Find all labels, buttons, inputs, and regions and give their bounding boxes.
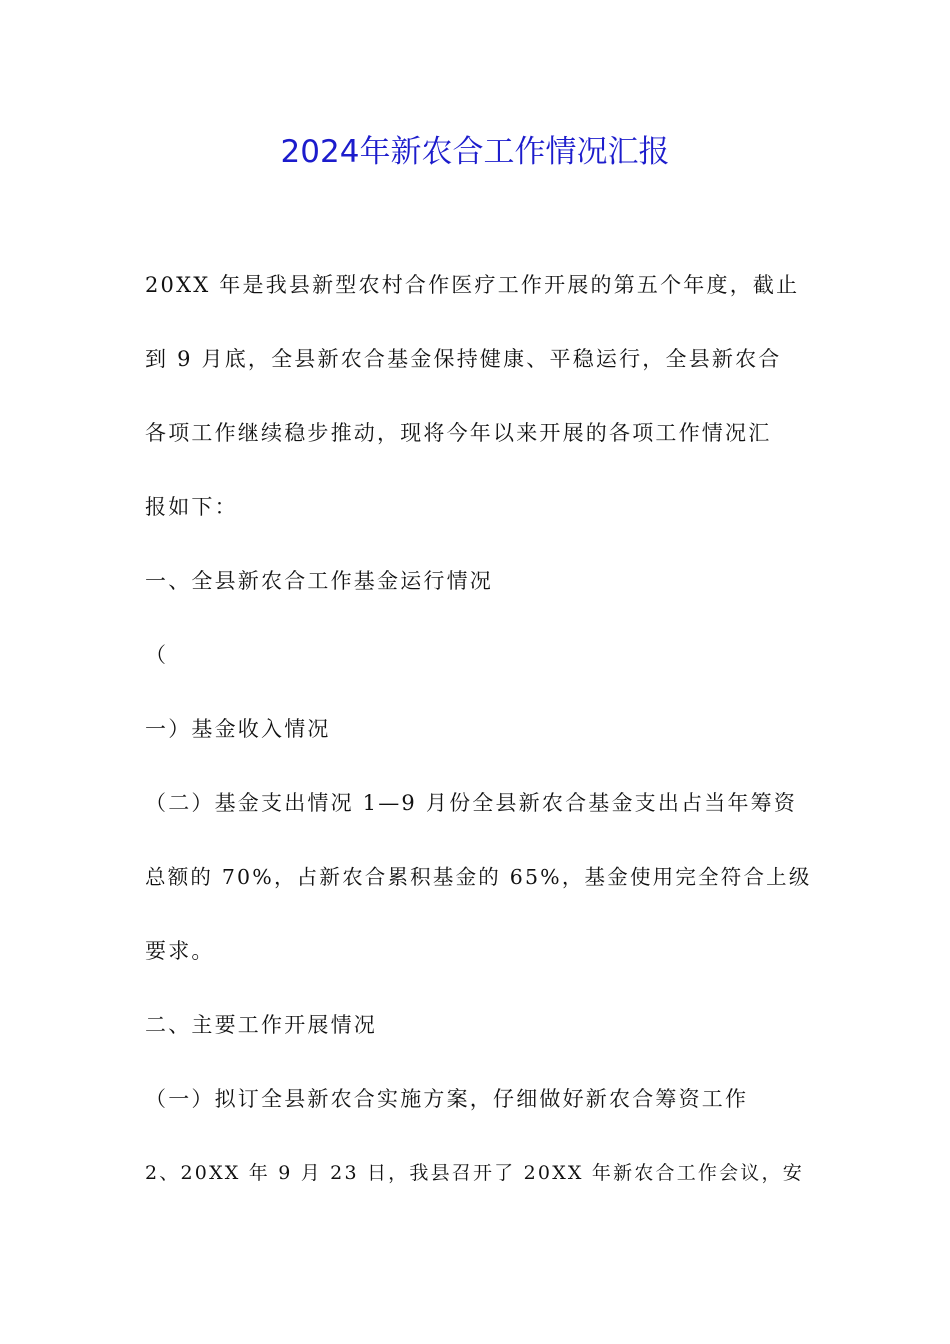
body-line-1: 20XX 年是我县新型农村合作医疗工作开展的第五个年度，截止	[145, 273, 800, 297]
section-heading-2: 二、主要工作开展情况	[145, 1013, 377, 1037]
document-body	[145, 248, 815, 1210]
document-title: 2024年新农合工作情况汇报	[280, 134, 670, 170]
body-line-10: 要求。	[145, 939, 215, 963]
body-line-3: 各项工作继续稳步推动，现将今年以来开展的各项工作情况汇	[145, 421, 772, 445]
subsection-heading-1: 一）基金收入情况	[145, 717, 331, 741]
body-line-13: 2、20XX 年 9 月 23 日，我县召开了 20XX 年新农合工作会议，安	[145, 1162, 804, 1184]
body-line-4: 报如下：	[145, 495, 238, 519]
body-line-2: 到 9 月底，全县新农合基金保持健康、平稳运行，全县新农合	[145, 347, 782, 371]
body-line-9: 总额的 70%，占新农合累积基金的 65%，基金使用完全符合上级	[145, 865, 812, 889]
subsection-heading-2: （一）拟订全县新农合实施方案，仔细做好新农合筹资工作	[145, 1087, 749, 1111]
body-line-8: （二）基金支出情况 1—9 月份全县新农合基金支出占当年筹资	[145, 791, 798, 815]
body-line-6: （	[145, 643, 169, 667]
section-heading-1: 一、全县新农合工作基金运行情况	[145, 569, 493, 593]
